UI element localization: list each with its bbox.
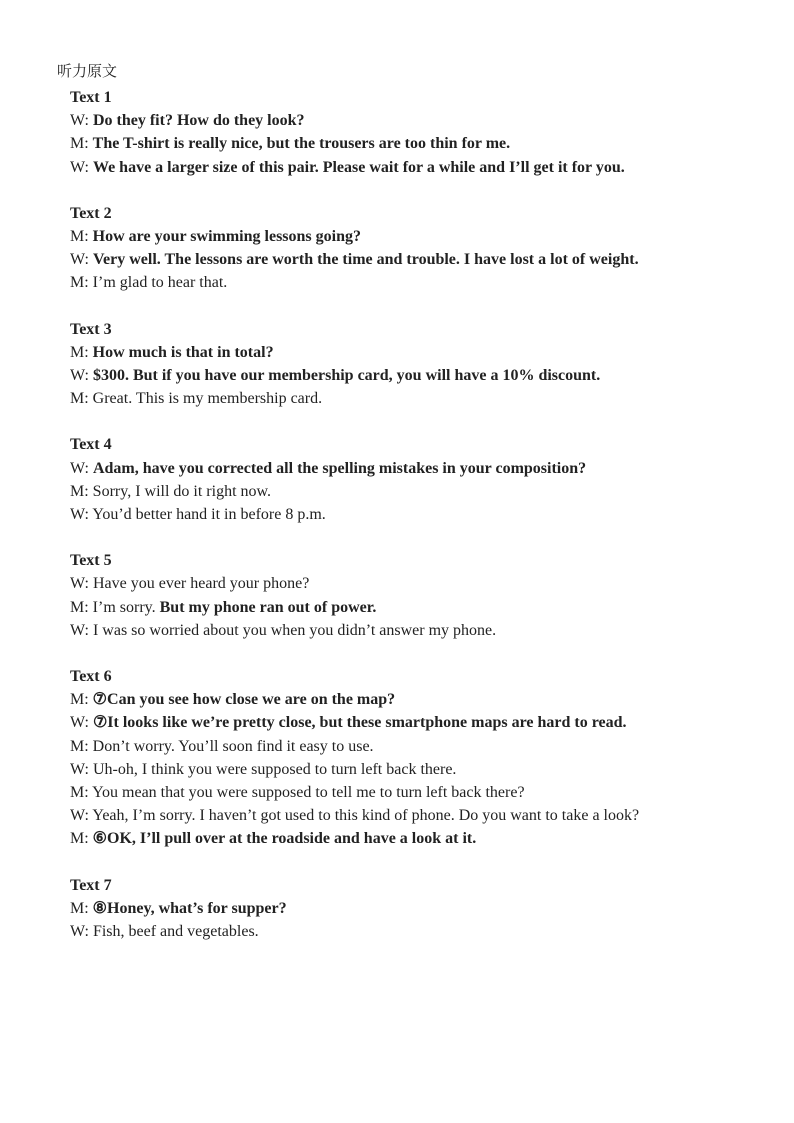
dialogue-line bbox=[70, 920, 690, 943]
dialogue-text: I’m sorry. bbox=[92, 598, 160, 616]
section-title: Text 5 bbox=[70, 552, 112, 570]
dialogue-line bbox=[70, 572, 690, 595]
page-heading: 听力原文 bbox=[57, 62, 118, 80]
key-sentence: Very well. The lessons are worth the time and trouble. I have lost a lot of weight. bbox=[92, 251, 639, 269]
section-title: Text 6 bbox=[70, 668, 112, 686]
text-section bbox=[70, 202, 690, 295]
key-sentence: The T-shirt is really nice, but the trousers are too thin for me. bbox=[92, 135, 511, 153]
section-title: Text 4 bbox=[70, 436, 112, 454]
speaker-label: W: bbox=[70, 112, 89, 130]
dialogue-line bbox=[70, 480, 690, 503]
speaker-label: M: bbox=[70, 691, 89, 709]
dialogue-line bbox=[70, 503, 690, 526]
text-section bbox=[70, 549, 690, 642]
section-title: Text 2 bbox=[70, 204, 112, 222]
speaker-label: W: bbox=[70, 714, 89, 732]
speaker-label: M: bbox=[70, 598, 89, 616]
dialogue-line bbox=[70, 225, 690, 248]
speaker-label: M: bbox=[70, 274, 89, 292]
dialogue-line bbox=[70, 248, 690, 271]
key-sentence: How are your swimming lessons going? bbox=[92, 228, 361, 246]
dialogue-line bbox=[70, 735, 690, 758]
key-sentence: ⑧Honey, what’s for supper? bbox=[92, 899, 287, 917]
speaker-label: W: bbox=[70, 251, 89, 269]
key-sentence: Adam, have you corrected all the spelling mistakes in your composition? bbox=[92, 459, 587, 477]
speaker-label: M: bbox=[70, 737, 89, 755]
section-title: Text 7 bbox=[70, 876, 112, 894]
dialogue-line bbox=[70, 758, 690, 781]
dialogue-line bbox=[70, 781, 690, 804]
speaker-label: M: bbox=[70, 135, 89, 153]
key-sentence: How much is that in total? bbox=[92, 343, 274, 361]
speaker-label: M: bbox=[70, 784, 89, 802]
speaker-label: W: bbox=[70, 621, 89, 639]
dialogue-line bbox=[70, 457, 690, 480]
speaker-label: W: bbox=[70, 760, 89, 778]
text-section bbox=[70, 318, 690, 411]
dialogue-line bbox=[70, 804, 690, 827]
dialogue-text: I was so worried about you when you didn’t answer my phone. bbox=[92, 621, 497, 639]
key-sentence: But my phone ran out of power. bbox=[159, 598, 377, 616]
key-sentence: Do they fit? How do they look? bbox=[92, 112, 305, 130]
dialogue-line bbox=[70, 387, 690, 410]
speaker-label: M: bbox=[70, 228, 89, 246]
dialogue-text: Sorry, I will do it right now. bbox=[92, 482, 272, 500]
speaker-label: W: bbox=[70, 506, 89, 524]
text-section bbox=[70, 874, 690, 944]
dialogue-text: Fish, beef and vegetables. bbox=[92, 923, 259, 941]
section-title: Text 1 bbox=[70, 89, 112, 106]
dialogue-text: Yeah, I’m sorry. I haven’t got used to this kind of phone. Do you want to take a look? bbox=[92, 807, 640, 825]
dialogue-text: Uh-oh, I think you were supposed to turn left back there. bbox=[92, 760, 457, 778]
speaker-label: W: bbox=[70, 158, 89, 176]
dialogue-text: Great. This is my membership card. bbox=[92, 390, 323, 408]
key-sentence: ⑦Can you see how close we are on the map? bbox=[92, 691, 396, 709]
dialogue-line bbox=[70, 341, 690, 364]
dialogue-line bbox=[70, 827, 690, 850]
speaker-label: M: bbox=[70, 830, 89, 848]
dialogue-text: Have you ever heard your phone? bbox=[92, 575, 310, 593]
dialogue-line bbox=[70, 132, 690, 155]
speaker-label: W: bbox=[70, 923, 89, 941]
dialogue-line bbox=[70, 271, 690, 294]
dialogue-line bbox=[70, 897, 690, 920]
dialogue-line bbox=[70, 364, 690, 387]
dialogue-text: You mean that you were supposed to tell me to turn left back there? bbox=[92, 784, 525, 802]
speaker-label: W: bbox=[70, 459, 89, 477]
dialogue-text: Don’t worry. You’ll soon find it easy to use. bbox=[92, 737, 374, 755]
speaker-label: M: bbox=[70, 899, 89, 917]
speaker-label: M: bbox=[70, 390, 89, 408]
key-sentence: $300. But if you have our membership card, you will have a 10% discount. bbox=[92, 367, 601, 385]
text-section bbox=[70, 665, 690, 851]
key-sentence: ⑦It looks like we’re pretty close, but these smartphone maps are hard to read. bbox=[92, 714, 627, 732]
dialogue-line bbox=[70, 596, 690, 619]
dialogue-line bbox=[70, 109, 690, 132]
section-title: Text 3 bbox=[70, 320, 112, 338]
speaker-label: M: bbox=[70, 482, 89, 500]
speaker-label: W: bbox=[70, 367, 89, 385]
speaker-label: W: bbox=[70, 575, 89, 593]
dialogue-line bbox=[70, 619, 690, 642]
dialogue-line bbox=[70, 688, 690, 711]
dialogue-line bbox=[70, 156, 690, 179]
speaker-label: W: bbox=[70, 807, 89, 825]
dialogue-text: I’m glad to hear that. bbox=[92, 274, 228, 292]
dialogue-line bbox=[70, 711, 690, 734]
speaker-label: M: bbox=[70, 343, 89, 361]
transcript-body bbox=[70, 86, 690, 966]
key-sentence: ⑥OK, I’ll pull over at the roadside and have a look at it. bbox=[92, 830, 477, 848]
key-sentence: We have a larger size of this pair. Please wait for a while and I’ll get it for you. bbox=[92, 158, 625, 176]
dialogue-text: You’d better hand it in before 8 p.m. bbox=[92, 506, 326, 524]
text-section bbox=[70, 86, 690, 179]
text-section bbox=[70, 433, 690, 526]
